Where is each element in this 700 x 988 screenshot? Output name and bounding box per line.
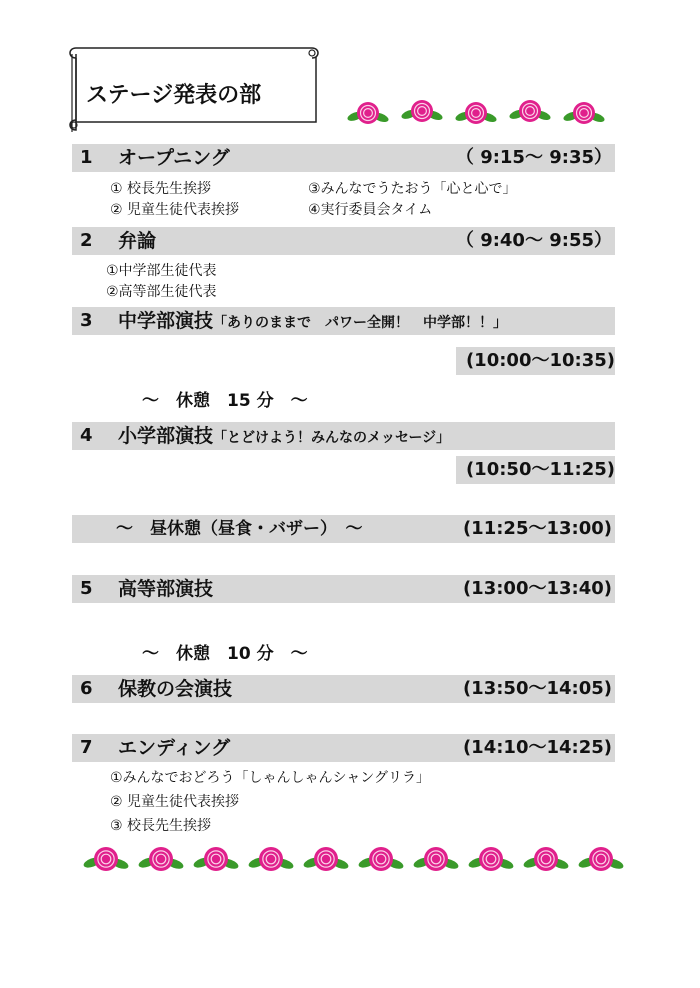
lunch-break-label: ～ 昼休憩（昼食・バザー） ～ [116,519,363,539]
list-item: ①みんなでおどろう「しゃんしゃんシャングリラ」 [110,770,430,786]
section-title: 弁論 [118,230,157,252]
section-title-main: 小学部演技 [118,425,214,447]
section-time: (14:10～14:25) [462,737,612,758]
section-title: 高等部演技 [118,578,214,600]
rose-border-icon [80,842,630,876]
section-time: (13:50～14:05) [462,678,612,699]
section-subtitle: 「とどけよう！みんなのメッセージ」 [213,430,451,446]
section-time: (10:50～11:25) [456,456,615,484]
list-item: ①中学部生徒代表 [106,263,217,279]
section-number: 1 [80,147,93,168]
section-title: 保教の会演技 [118,678,233,700]
section-number: 2 [80,230,93,251]
section-title: エンディング [118,737,231,759]
section-number: 3 [80,310,93,331]
section-time: (13:00～13:40) [462,578,612,599]
break-label: ～ 休憩 15 分 ～ [142,391,308,411]
lunch-break-time: (11:25～13:00) [462,518,612,539]
page-title: ステージ発表の部 [86,83,262,108]
section-number: 7 [80,737,93,758]
list-item: ④実行委員会タイム [308,202,433,218]
list-item: ③ 校長先生挨拶 [110,818,212,834]
rose-border-icon [340,98,630,128]
section-time: (10:00～10:35) [456,347,615,375]
section-title [118,422,450,452]
list-item: ① 校長先生挨拶 [110,181,212,197]
section-subtitle: 「ありのままで パワー全開！ 中学部！！」 [213,315,508,331]
section-number: 4 [80,425,93,446]
section-time: （ 9:40～ 9:55） [455,230,612,251]
list-item: ③みんなでうたおう「心と心で」 [308,181,517,197]
break-label: ～ 休憩 10 分 ～ [142,644,308,664]
section-title-main: 中学部演技 [118,310,214,332]
section-title [118,307,507,337]
list-item: ② 児童生徒代表挨拶 [110,794,240,810]
section-number: 5 [80,578,93,599]
section-number: 6 [80,678,93,699]
section-title: オープニング [118,147,230,169]
list-item: ② 児童生徒代表挨拶 [110,202,240,218]
list-item: ②高等部生徒代表 [106,284,217,300]
section-time: （ 9:15～ 9:35） [455,147,612,168]
